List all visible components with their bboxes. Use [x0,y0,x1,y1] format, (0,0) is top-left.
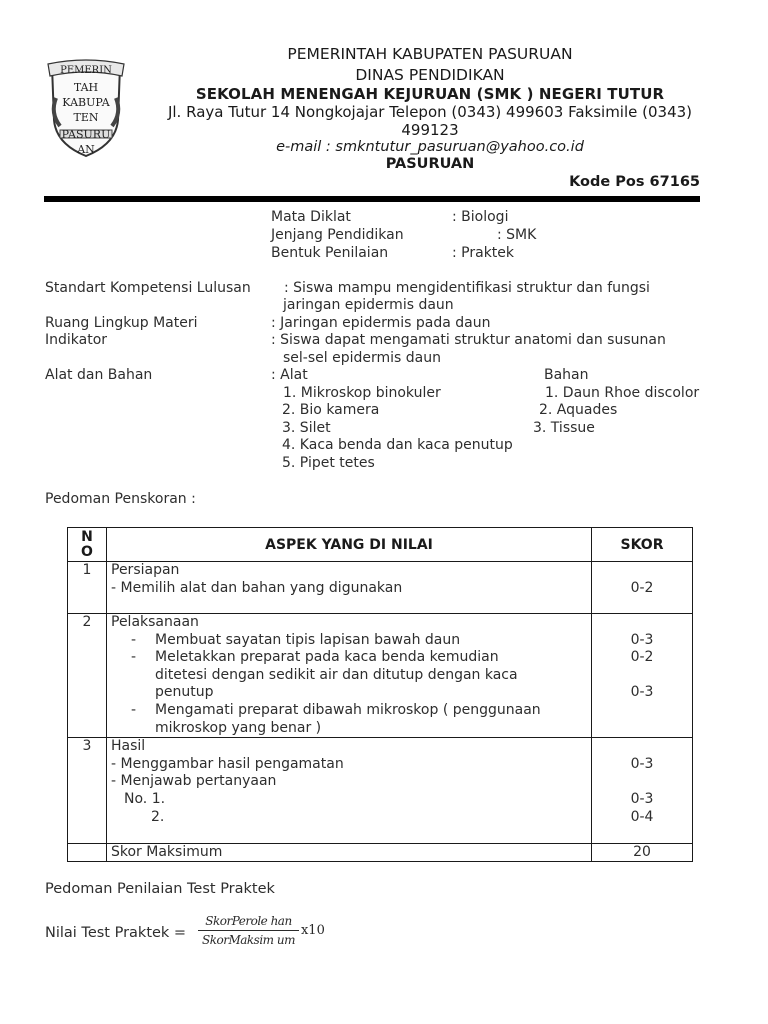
score-value: 0-3 [630,755,654,772]
aspect-item-text: penutup [155,684,214,701]
tool-item: 4. Kaca benda dan kaca penutup [282,437,513,453]
material-item: 3. Tissue [533,420,595,436]
row-aspect [107,614,592,738]
bullet-dash: - [131,701,137,718]
total-score-cell [592,844,693,862]
indicator-value: : Siswa dapat mengamati struktur anatomi dan susunan [271,332,666,348]
total-label: Skor Maksimum [111,844,223,861]
svg-text:PEMERIN: PEMERIN [60,65,112,76]
row-score [592,738,693,844]
bullet-dash: - [131,631,137,648]
aspect-item-text: ditetesi dengan sedikit air dan ditutup dengan kaca [155,666,518,683]
letterhead-divider [44,196,700,202]
education-level-value: : SMK [497,227,537,243]
aspect-heading: Hasil [111,738,146,755]
school-name: SEKOLAH MENENGAH KEJURUAN (SMK ) NEGERI TUTUR [195,85,665,103]
tool-item: 3. Silet [282,420,331,436]
total-row [68,844,693,862]
aspect-item: - Menggambar hasil pengamatan [111,755,344,772]
scope-label: Ruang Lingkup Materi [45,315,198,331]
bullet-dash: - [131,649,137,666]
material-item: 1. Daun Rhoe discolor [545,385,700,401]
table-row [68,738,693,844]
tool-item: 2. Bio kamera [282,402,380,418]
header-no-line1: N [81,528,93,545]
row-score [592,562,693,614]
row-aspect [107,562,592,614]
header-no-line2: O [81,543,93,560]
assessment-guide-title: Pedoman Penilaian Test Praktek [45,881,275,897]
row-number-text: 2 [82,614,92,630]
aspect-item: - Memilih alat dan bahan yang digunakan [111,579,403,596]
shield-icon [46,58,126,158]
subject-value: : Biologi [452,209,509,225]
competency-value: : Siswa mampu mengidentifikasi struktur dan fungsi [284,280,650,296]
formula-multiplier: x10 [300,923,325,938]
aspect-item-text: mikroskop yang benar ) [155,719,322,736]
aspect-item: - Menjawab pertanyaan [111,773,277,790]
aspect-bullet-item [107,649,591,667]
row-number-text: 1 [82,562,92,578]
row-number [68,562,107,614]
competency-label: Standart Kompetensi Lulusan [45,280,251,296]
score-value: 0-4 [630,808,654,825]
competency-value-cont: jaringan epidermis daun [283,297,454,313]
aspect-item-text: Mengamati preparat dibawah mikroskop ( penggunaan [155,701,541,718]
materials-heading: Bahan [544,367,589,383]
indicator-value-cont: sel-sel epidermis daun [283,350,441,366]
aspect-heading: Pelaksanaan [111,614,199,630]
tool-item: 1. Mikroskop binokuler [283,385,441,401]
government-title: PEMERINTAH KABUPATEN PASURUAN [287,45,573,63]
school-city: PASURUAN [385,156,475,172]
header-aspect: ASPEK YANG DI NILAI [107,528,592,562]
aspect-item-text: Meletakkan preparat pada kaca benda kemudian [155,649,499,666]
aspect-bullet-item [107,632,591,650]
material-item: 2. Aquades [539,402,618,418]
scoring-guide-title: Pedoman Penskoran : [45,491,196,507]
formula-numerator: SkorPerole han [198,914,299,931]
scope-value: : Jaringan epidermis pada daun [271,315,491,331]
score-value: 0-3 [630,684,654,701]
total-row-number [68,844,107,862]
formula-fraction [198,914,299,947]
tools-materials-label: Alat dan Bahan [45,367,153,383]
score-formula [198,914,325,947]
svg-text:TEN: TEN [73,111,99,124]
postal-code: Kode Pos 67165 [569,174,700,190]
aspect-bullet-item [107,702,591,720]
row-number [68,738,107,844]
school-email: e-mail : smkntutur_pasuruan@yahoo.co.id [276,139,584,155]
svg-text:KABUPA: KABUPA [62,96,110,109]
score-value: 0-2 [630,649,654,666]
total-label-cell [107,844,592,862]
table-header-row [68,528,693,562]
score-value: 0-3 [630,631,654,648]
education-level-label: Jenjang Pendidikan [271,227,404,243]
svg-text:TAH: TAH [73,81,99,94]
score-value: 0-2 [630,579,654,596]
assessment-type-label: Bentuk Penilaian [271,245,389,261]
question-number: 2. [151,808,165,825]
header-score: SKOR [592,528,693,562]
formula-label: Nilai Test Praktek = [45,925,187,941]
table-row [68,562,693,614]
header-no [68,528,107,562]
total-score: 20 [633,844,651,861]
aspect-heading: Persiapan [111,562,180,578]
tool-item: 5. Pipet tetes [282,455,375,471]
scoring-table [67,527,693,862]
subject-label: Mata Diklat [271,209,351,225]
department-title: DINAS PENDIDIKAN [355,66,505,84]
row-aspect [107,738,592,844]
indicator-label: Indikator [45,332,108,348]
row-number-text: 3 [82,738,92,755]
school-address: Jl. Raya Tutur 14 Nongkojajar Telepon (0343) 499603 Faksimile (0343) [167,103,693,121]
school-logo-emblem [46,58,126,158]
table-row [68,614,693,738]
svg-text:PASURU: PASURU [61,128,111,141]
score-value: 0-3 [630,790,654,807]
assessment-type-value: : Praktek [452,245,515,261]
row-score [592,614,693,738]
tools-heading: : Alat [271,367,308,383]
school-fax-continued: 499123 [401,121,459,139]
aspect-item-text: Membuat sayatan tipis lapisan bawah daun [155,631,461,648]
svg-text:AN: AN [77,143,95,156]
row-number [68,614,107,738]
formula-denominator: SkorMaksim um [202,933,295,947]
question-number: No. 1. [124,790,166,807]
